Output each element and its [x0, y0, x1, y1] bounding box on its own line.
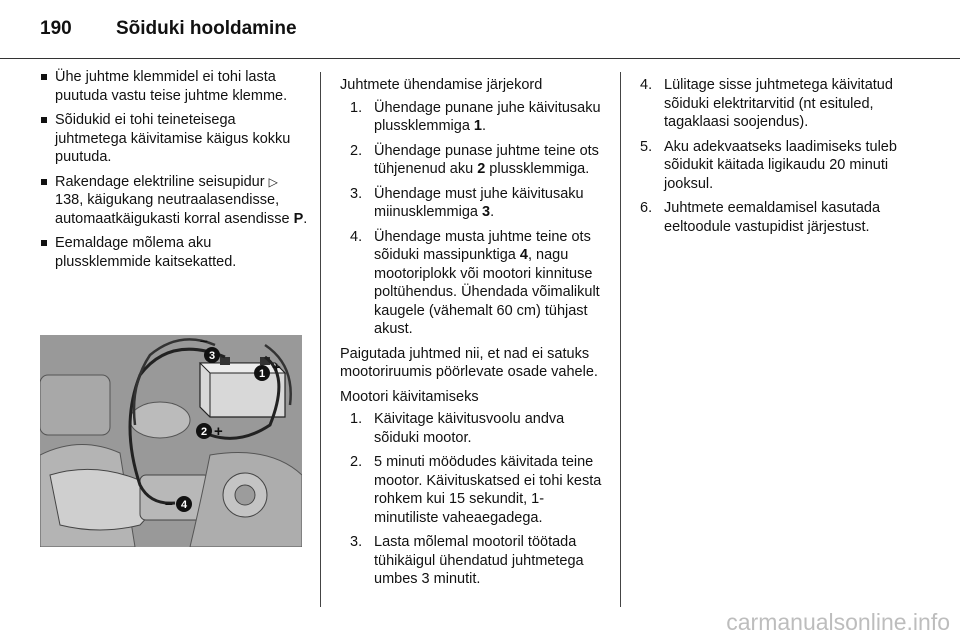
page-reference: 138, käigukang neutraalasendisse, automaatkäigukasti korral asendisse: [55, 192, 294, 227]
column-divider: [320, 72, 321, 607]
list-item: 5. Aku adekvaatseks laadimiseks tuleb sõidukit käitada ligikaudu 20 minuti jooksul.: [640, 138, 897, 192]
bullet-square-icon: [41, 179, 47, 185]
bullet-square-icon: [41, 240, 47, 246]
start-steps-continued: [640, 76, 908, 236]
list-item: 4. Lülitage sisse juhtmetega käivitatud sõiduki elektritarvitid (nt esituled, tagaklaasi soojendus).: [640, 77, 893, 130]
column-divider: [620, 72, 621, 607]
connection-steps: [340, 99, 608, 339]
list-item: Ühe juhtme klemmidel ei tohi lasta puutuda vastu teise juhtme klemme.: [40, 68, 308, 105]
cable-routing-note: Paigutada juhtmed nii, et nad ei satuks mootoriruumis pöörlevate osade vahele.: [340, 345, 598, 380]
header-rule: [0, 58, 960, 59]
page-header: [40, 18, 297, 48]
section-heading: Mootori käivitamiseks: [340, 388, 479, 405]
svg-text:+: +: [272, 359, 281, 376]
list-item: 1. Käivitage käivitusvoolu andva sõiduki mootor.: [350, 411, 565, 446]
list-item: 2. 5 minuti möödudes käivitada teine mootor. Käivituskatsed ei tohi kesta rohkem kui 15 sekundit, 1-minutiliste vaheaegadega.: [350, 454, 602, 526]
list-item: 3. Ühendage must juhe käivitusaku miinusklemmiga 3.: [350, 185, 584, 220]
bullet-square-icon: [41, 74, 47, 80]
svg-text:4: 4: [180, 499, 188, 511]
svg-text:1: 1: [258, 368, 266, 380]
svg-text:+: +: [214, 423, 223, 440]
svg-text:–: –: [165, 495, 173, 511]
list-item: 4. Ühendage musta juhtme teine ots sõiduki massipunktiga 4, nagu mootoriplokk või mootori kinnituse poltühendus. Ühendada võimalikult kaugele (vähemalt 60 cm) tühjast akust.: [350, 228, 600, 337]
jump-start-illustration: [40, 335, 302, 547]
bullet-square-icon: [41, 117, 47, 123]
list-item: Sõidukid ei tohi teineteisega juhtmetega käivitamise käigus kokku puutuda.: [40, 111, 308, 167]
chapter-title: Sõiduki hooldamine: [116, 18, 297, 39]
column-2: [340, 76, 608, 595]
page-number: 190: [40, 18, 72, 39]
svg-text:3: 3: [208, 350, 216, 362]
list-item: 2. Ühendage punase juhtme teine ots tühjenenud aku 2 plussklemmiga.: [350, 142, 599, 177]
svg-text:2: 2: [200, 426, 208, 438]
column-3: [640, 76, 908, 242]
list-item: Rakendage elektriline seisupidur ▷ 138, käigukang neutraalasendisse, automaatkäigukasti korral asendisse P.: [40, 173, 308, 229]
engine-bay-drawing: [40, 335, 302, 547]
start-steps: [340, 410, 608, 589]
column-1: [40, 68, 308, 277]
list-item: 1. Ühendage punane juhe käivitusaku plussklemmiga 1.: [350, 99, 601, 134]
list-item: 3. Lasta mõlemal mootoril töötada tühikäigul ühendatud juhtmetega umbes 3 minutit.: [350, 534, 584, 587]
watermark: carmanualsonline.info: [726, 609, 950, 635]
list-item: Eemaldage mõlema aku plussklemmide kaitsekatted.: [40, 234, 308, 271]
section-heading: Juhtmete ühendamise järjekord: [340, 77, 543, 93]
bullet-list: [40, 68, 308, 271]
list-item: 6. Juhtmete eemaldamisel kasutada eeltoodule vastupidist järjestust.: [640, 200, 881, 235]
svg-text:–: –: [200, 335, 208, 348]
triangle-right-icon[interactable]: ▷: [268, 174, 278, 189]
